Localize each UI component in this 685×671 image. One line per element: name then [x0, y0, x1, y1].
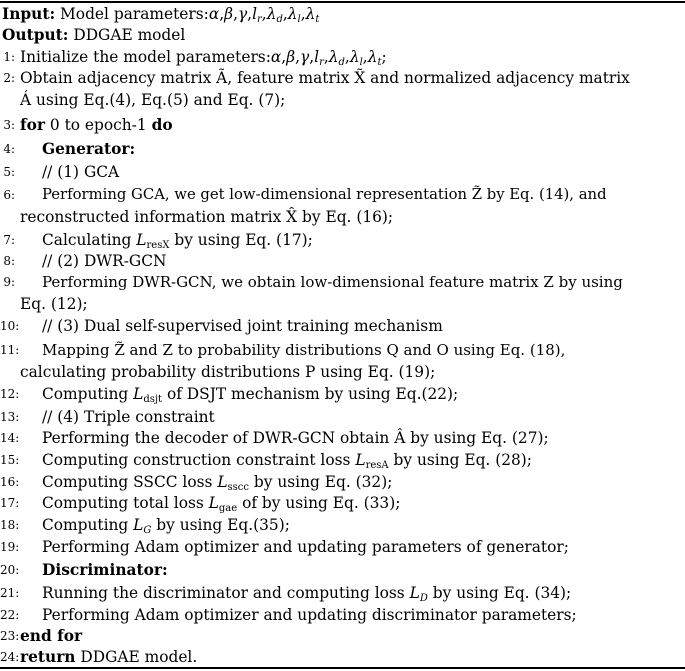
input-label: Input: [2, 5, 56, 23]
algorithm-block: Input: Model $parameters:\alpha,\beta,\gamma,l_r,\lambda_d,\lambda_l,\lambda_t$ Output: DDGAE model 1: Initialize the model $parameters:\alpha,\beta,\gamma,l_r,\lambda_d,\lambda_l,\lambda_t$; 2: Obtain adjacency matrix Ã, feature matrix X̃ and normalized adjacency matrix Á using Eq.(4), Eq.(5) and Eq. (7); 3: for 0 to epoch-1 do 4: Generator: 5: // (1) GCA 6: Performing GCA, we get low-dimensional representation Z̃ by Eq. (14), and reconstructed information matrix X̂ by Eq. (16); 7: Calculating $L_{resX}$ by using Eq. (17); 8: // (2) DWR-GCN 9: Performing DWR-GCN, we obtain low-dimensional feature matrix Z by using Eq. (12); 10: // (3) Dual self-supervised joint training mechanism 11: Mapping Z̃ and Z to probability distributions Q and O using Eq. (18), calculating probability distributions P using Eq. (19); 12: Computing $L_{dsjt}$ of DSJT mechanism by using Eq.(22); 13: // (4) Triple constraint 14: Performing the decoder of DWR-GCN obtain Â by using Eq. (27); 15: Computing construction constraint loss $L_{resA}$ by using Eq. (28); 16: Computing SSCC loss $L_{sscc}$ by using Eq. (32); 17: Computing total loss $L_{gae}$ of by using Eq. (33); 18: Computing $L_G$ by using Eq.(35); 19: Performing Adam optimizer and updating parameters of generator; 20: Discriminator: 21: Running the discriminator and computing loss $L_D$ by using Eq. (34); 22: Performing Adam optimizer and updating discriminator parameters; 23: end for 24: return DDGAE model. [0, 0, 685, 671]
input-line [2, 4, 319, 25]
input-text: Model $parameters:\alpha,\beta,\gamma,l_r,\lambda_d,\lambda_l,\lambda_t$ [60, 5, 320, 25]
output-line [2, 25, 185, 46]
top-rule [0, 1, 685, 3]
output-label: Output: [2, 26, 69, 44]
bottom-rule [0, 667, 685, 669]
output-text: DDGAE model [73, 26, 186, 44]
